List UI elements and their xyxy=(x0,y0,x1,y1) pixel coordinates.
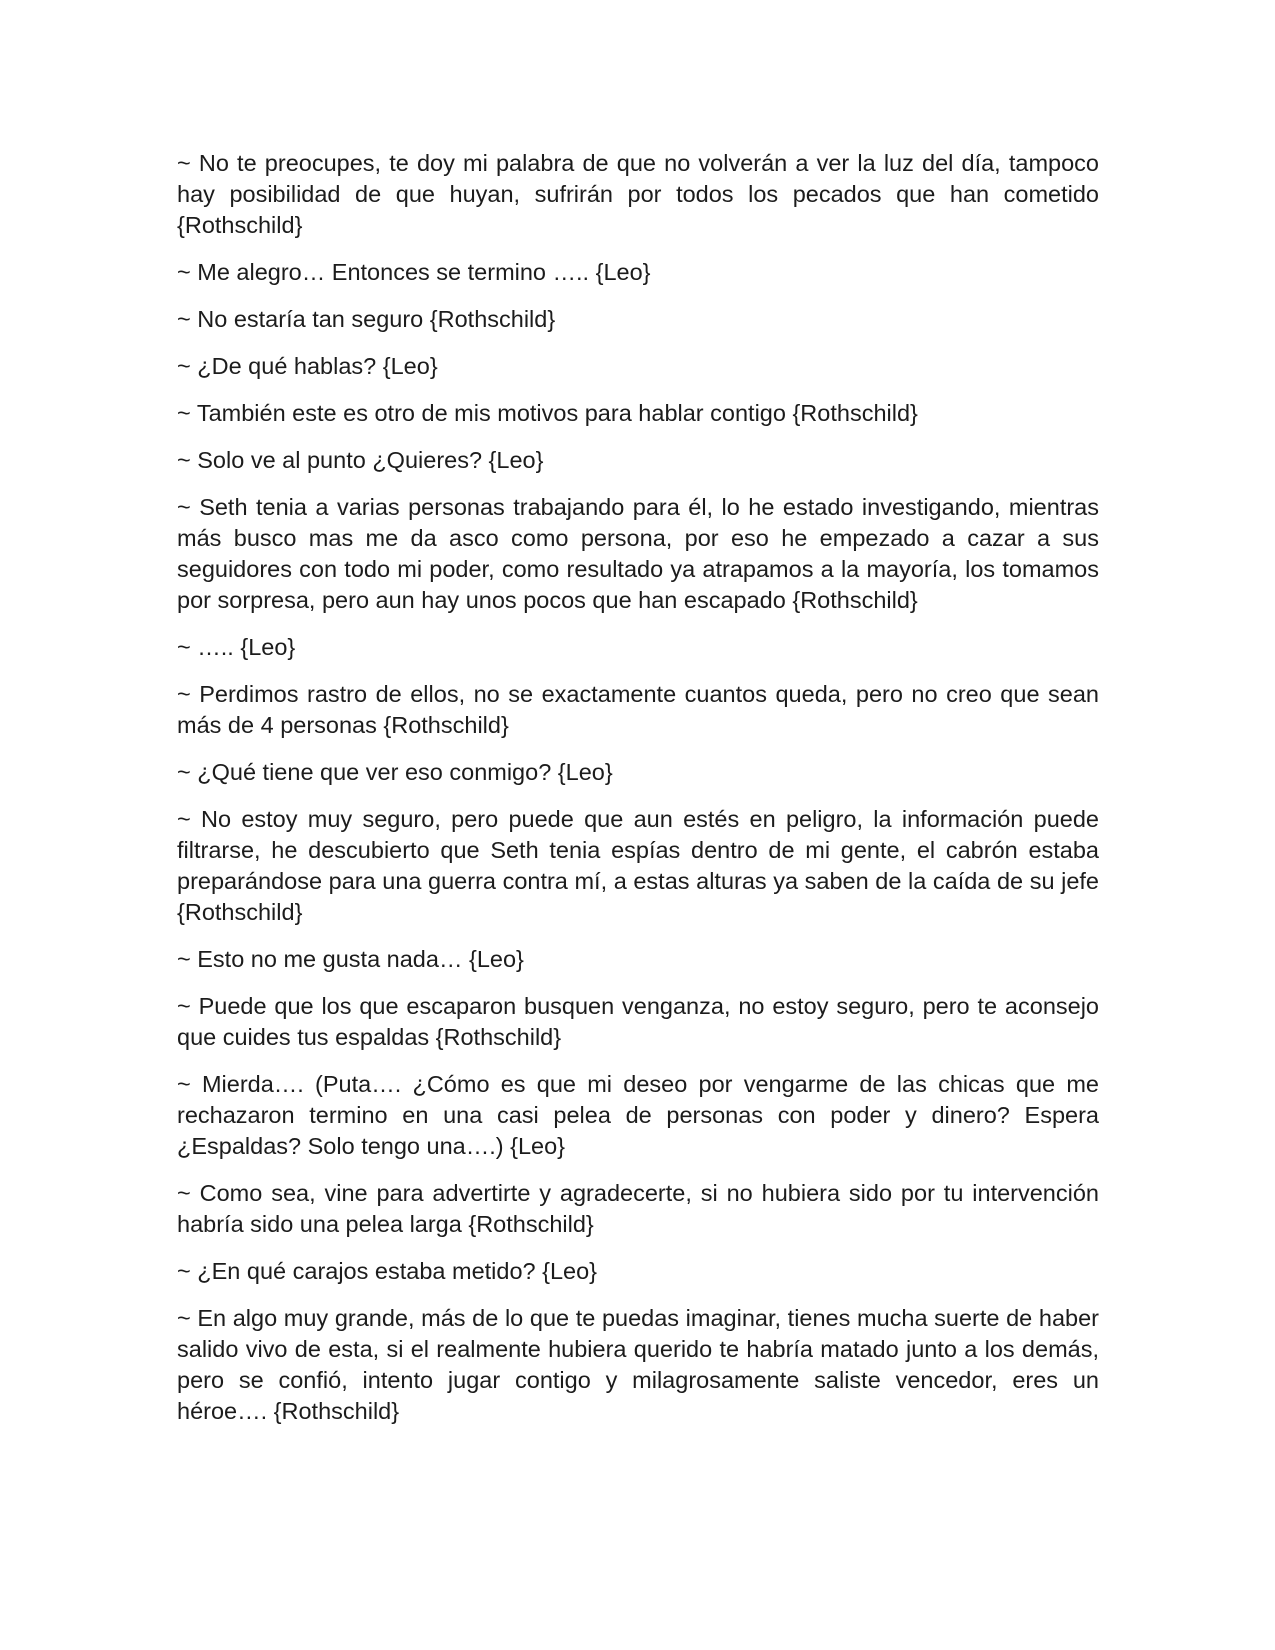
dialogue-paragraph: ~ Puede que los que escaparon busquen venganza, no estoy seguro, pero te aconsejo que cuides tus espaldas {Rothschild} xyxy=(177,993,1099,1050)
dialogue-paragraph: ~ Como sea, vine para advertirte y agradecerte, si no hubiera sido por tu intervención habría sido una pelea larga {Rothschild} xyxy=(177,1180,1099,1237)
dialogue-paragraph: ~ Seth tenia a varias personas trabajando para él, lo he estado investigando, mientras más busco mas me da asco como persona, por eso he empezado a cazar a sus seguidores con todo mi poder, como resultado ya atrapamos a la mayoría, los tomamos por sorpresa, pero aun hay unos pocos que han escapado {Rothschild} xyxy=(177,494,1099,613)
dialogue-paragraph: ~ No estaría tan seguro {Rothschild} xyxy=(177,306,556,332)
dialogue-paragraph: ~ No te preocupes, te doy mi palabra de que no volverán a ver la luz del día, tampoco hay posibilidad de que huyan, sufrirán por todos los pecados que han cometido {Rothschild} xyxy=(177,150,1099,238)
dialogue-paragraph: ~ Mierda…. (Puta…. ¿Cómo es que mi deseo por vengarme de las chicas que me rechazaron termino en una casi pelea de personas con poder y dinero? Espera ¿Espaldas? Solo tengo una….) {Leo} xyxy=(177,1071,1099,1159)
dialogue-paragraph: ~ ¿De qué hablas? {Leo} xyxy=(177,353,438,379)
dialogue-paragraph: ~ Solo ve al punto ¿Quieres? {Leo} xyxy=(177,447,544,473)
dialogue-paragraph: ~ ¿Qué tiene que ver eso conmigo? {Leo} xyxy=(177,759,613,785)
dialogue-paragraph: ~ No estoy muy seguro, pero puede que aun estés en peligro, la información puede filtrarse, he descubierto que Seth tenia espías dentro de mi gente, el cabrón estaba preparándose para una guerra contra mí, a estas alturas ya saben de la caída de su jefe {Rothschild} xyxy=(177,806,1099,925)
dialogue-paragraph: ~ ¿En qué carajos estaba metido? {Leo} xyxy=(177,1258,598,1284)
dialogue-paragraph: ~ Perdimos rastro de ellos, no se exactamente cuantos queda, pero no creo que sean más de 4 personas {Rothschild} xyxy=(177,681,1099,738)
dialogue-paragraph: ~ También este es otro de mis motivos para hablar contigo {Rothschild} xyxy=(177,400,918,426)
document-body xyxy=(177,148,1099,1443)
dialogue-paragraph: ~ Me alegro… Entonces se termino ….. {Leo} xyxy=(177,259,651,285)
dialogue-paragraph: ~ En algo muy grande, más de lo que te puedas imaginar, tienes mucha suerte de haber salido vivo de esta, si el realmente hubiera querido te habría matado junto a los demás, pero se confió, intento jugar contigo y milagrosamente saliste vencedor, eres un héroe…. {Rothschild} xyxy=(177,1305,1099,1424)
dialogue-paragraph: ~ ….. {Leo} xyxy=(177,634,296,660)
dialogue-paragraph: ~ Esto no me gusta nada… {Leo} xyxy=(177,946,524,972)
